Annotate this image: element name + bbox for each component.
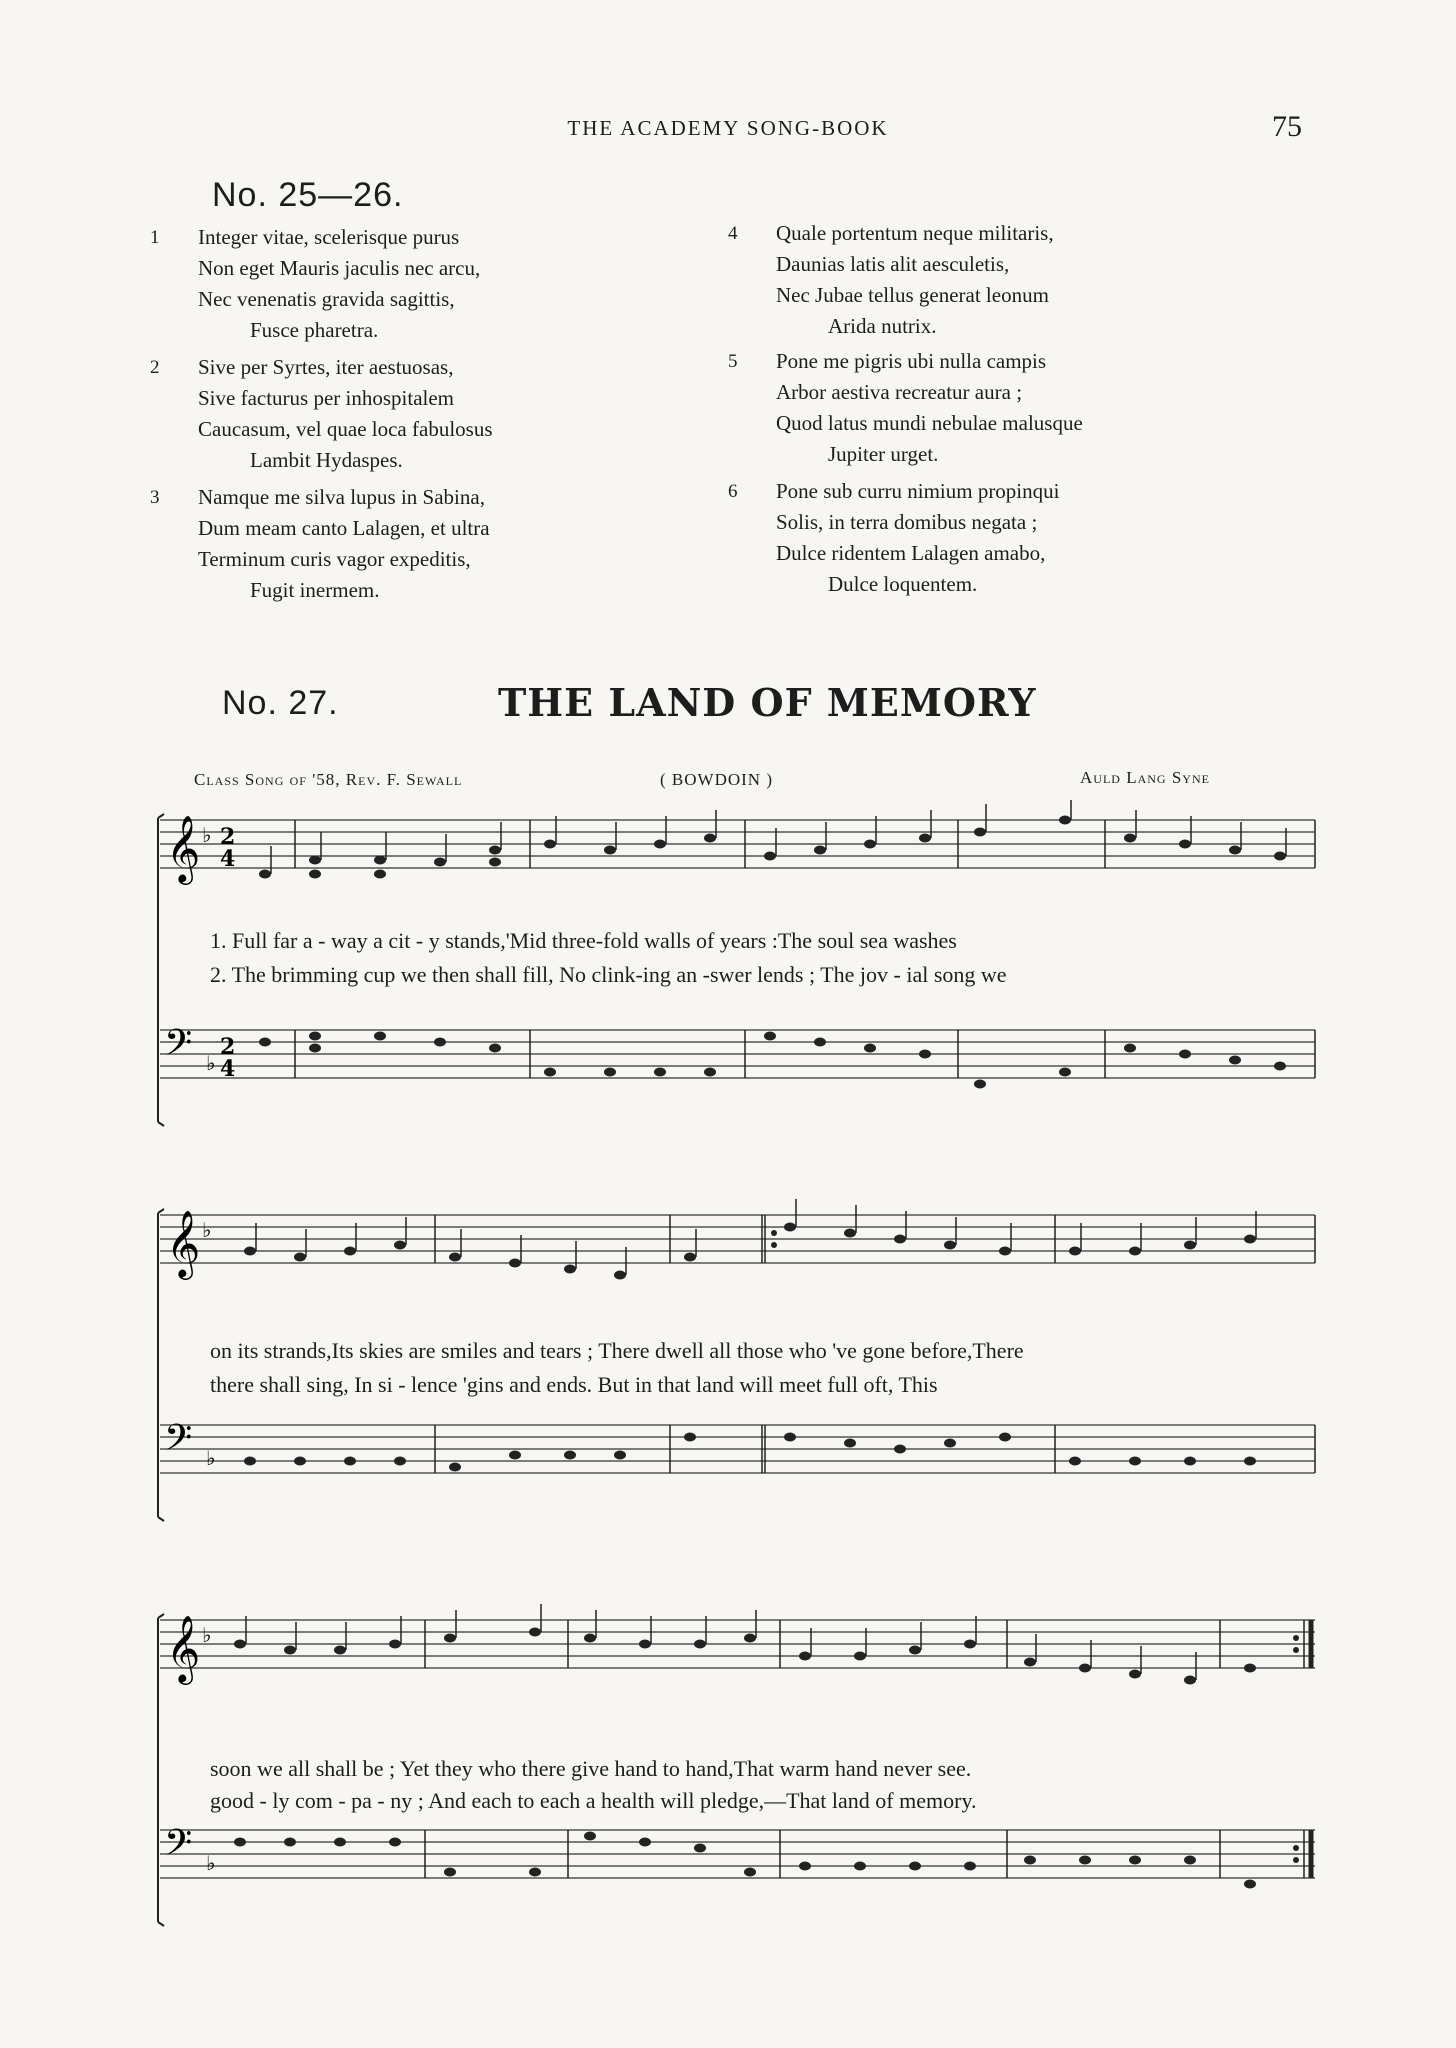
lyric-line-verse-2: 2. The brimming cup we then shall fill, No clink-ing an -swer lends ; The jov - ial song we bbox=[210, 962, 1007, 987]
verse-2 bbox=[150, 352, 670, 476]
bass-clef-icon: 𝄢 bbox=[164, 1022, 193, 1073]
treble-clef-icon: 𝄞 bbox=[166, 1614, 201, 1682]
verse-line: Non eget Mauris jaculis nec arcu, bbox=[198, 256, 481, 280]
verse-line: Nec Jubae tellus generat leonum bbox=[776, 283, 1049, 307]
verse-line: Integer vitae, scelerisque purus bbox=[198, 225, 460, 249]
flat-key-signature-icon: ♭ bbox=[202, 1623, 212, 1647]
time-signature-top: 2 bbox=[220, 824, 236, 850]
verse-line: Terminum curis vagor expeditis, bbox=[198, 547, 471, 571]
treble-clef-icon: 𝄞 bbox=[166, 814, 201, 882]
bass-notes bbox=[234, 1832, 1256, 1889]
hymn-number-25-26: No. 25—26. bbox=[212, 176, 404, 214]
bass-staff bbox=[160, 1830, 1315, 1878]
verse-line: Nec venenatis gravida sagittis, bbox=[198, 287, 455, 311]
system-brace bbox=[158, 814, 164, 1126]
bass-notes bbox=[259, 1032, 1286, 1089]
credit-tune-name: Auld Lang Syne bbox=[1080, 768, 1210, 787]
lyric-line-verse-1: 1. Full far a - way a cit - y stands,'Mid three-fold walls of years :The soul sea washes bbox=[210, 928, 957, 953]
verse-line: Lambit Hydaspes. bbox=[250, 448, 403, 472]
verse-number: 1 bbox=[150, 227, 160, 248]
flat-key-signature-icon: ♭ bbox=[206, 1446, 216, 1470]
verse-line: Namque me silva lupus in Sabina, bbox=[198, 485, 485, 509]
verse-line: Pone me pigris ubi nulla campis bbox=[776, 349, 1047, 373]
verse-line: Arbor aestiva recreatur aura ; bbox=[776, 380, 1023, 404]
time-signature-top: 2 bbox=[220, 1034, 236, 1060]
verse-line: Daunias latis alit aesculetis, bbox=[776, 252, 1010, 276]
verse-line: Arida nutrix. bbox=[828, 314, 937, 338]
verse-line: Sive facturus per inhospitalem bbox=[198, 386, 455, 410]
bass-staff bbox=[160, 1030, 1315, 1078]
verse-6 bbox=[728, 476, 1248, 600]
verse-number: 6 bbox=[728, 481, 738, 502]
verse-number: 3 bbox=[150, 487, 160, 508]
bass-clef-icon: 𝄢 bbox=[164, 1417, 193, 1468]
flat-key-signature-icon: ♭ bbox=[206, 1851, 216, 1875]
lyric-line-verse-1: soon we all shall be ; Yet they who there give hand to hand,That warm hand never see. bbox=[210, 1756, 972, 1781]
page-number: 75 bbox=[1272, 110, 1302, 143]
verse-line: Jupiter urget. bbox=[828, 442, 939, 466]
verse-line: Caucasum, vel quae loca fabulosus bbox=[198, 417, 493, 441]
verse-5 bbox=[728, 346, 1248, 470]
hymn-number-27: No. 27. bbox=[222, 684, 339, 722]
lyric-line-verse-1: on its strands,Its skies are smiles and tears ; There dwell all those who 've gone before,There bbox=[210, 1338, 1024, 1363]
running-head: THE ACADEMY SONG-BOOK bbox=[567, 116, 889, 140]
verse-4 bbox=[728, 218, 1248, 342]
lyric-line-verse-2: there shall sing, In si - lence 'gins and ends. But in that land will meet full oft, This bbox=[210, 1372, 938, 1397]
verse-line: Quod latus mundi nebulae malusque bbox=[776, 411, 1083, 435]
flat-key-signature-icon: ♭ bbox=[202, 823, 212, 847]
lyric-line-verse-2: good - ly com - pa - ny ; And each to each a health will pledge,—That land of memory. bbox=[210, 1788, 977, 1813]
system-brace bbox=[158, 1614, 164, 1926]
verse-1 bbox=[150, 222, 670, 346]
verse-number: 5 bbox=[728, 351, 738, 372]
verse-line: Dulce loquentem. bbox=[828, 572, 978, 596]
bass-notes bbox=[244, 1433, 1256, 1472]
flat-key-signature-icon: ♭ bbox=[202, 1218, 212, 1242]
verse-line: Solis, in terra domibus negata ; bbox=[776, 510, 1038, 534]
credit-tune-source: ( BOWDOIN ) bbox=[660, 770, 773, 789]
verse-3 bbox=[150, 482, 670, 606]
verse-line: Dulce ridentem Lalagen amabo, bbox=[776, 541, 1046, 565]
music-system-2 bbox=[150, 1195, 1320, 1535]
system-brace bbox=[158, 1209, 164, 1521]
treble-notes bbox=[259, 816, 1286, 879]
song-title: THE LAND OF MEMORY bbox=[498, 680, 1037, 725]
credit-author: Class Song of '58, Rev. F. Sewall bbox=[194, 770, 463, 789]
bass-staff bbox=[160, 1425, 1315, 1473]
verse-line: Sive per Syrtes, iter aestuosas, bbox=[198, 355, 454, 379]
treble-clef-icon: 𝄞 bbox=[166, 1209, 201, 1277]
verse-number: 2 bbox=[150, 357, 160, 378]
verse-line: Fugit inermem. bbox=[250, 578, 380, 602]
verse-line: Fusce pharetra. bbox=[250, 318, 379, 342]
verse-line: Dum meam canto Lalagen, et ultra bbox=[198, 516, 490, 540]
verse-number: 4 bbox=[728, 223, 738, 244]
flat-key-signature-icon: ♭ bbox=[206, 1051, 216, 1075]
treble-staff bbox=[160, 820, 1315, 868]
verse-line: Pone sub curru nimium propinqui bbox=[776, 479, 1060, 503]
time-signature-bottom: 4 bbox=[220, 846, 236, 872]
verse-line: Quale portentum neque militaris, bbox=[776, 221, 1054, 245]
bass-clef-icon: 𝄢 bbox=[164, 1822, 193, 1873]
time-signature-bottom: 4 bbox=[220, 1056, 236, 1082]
